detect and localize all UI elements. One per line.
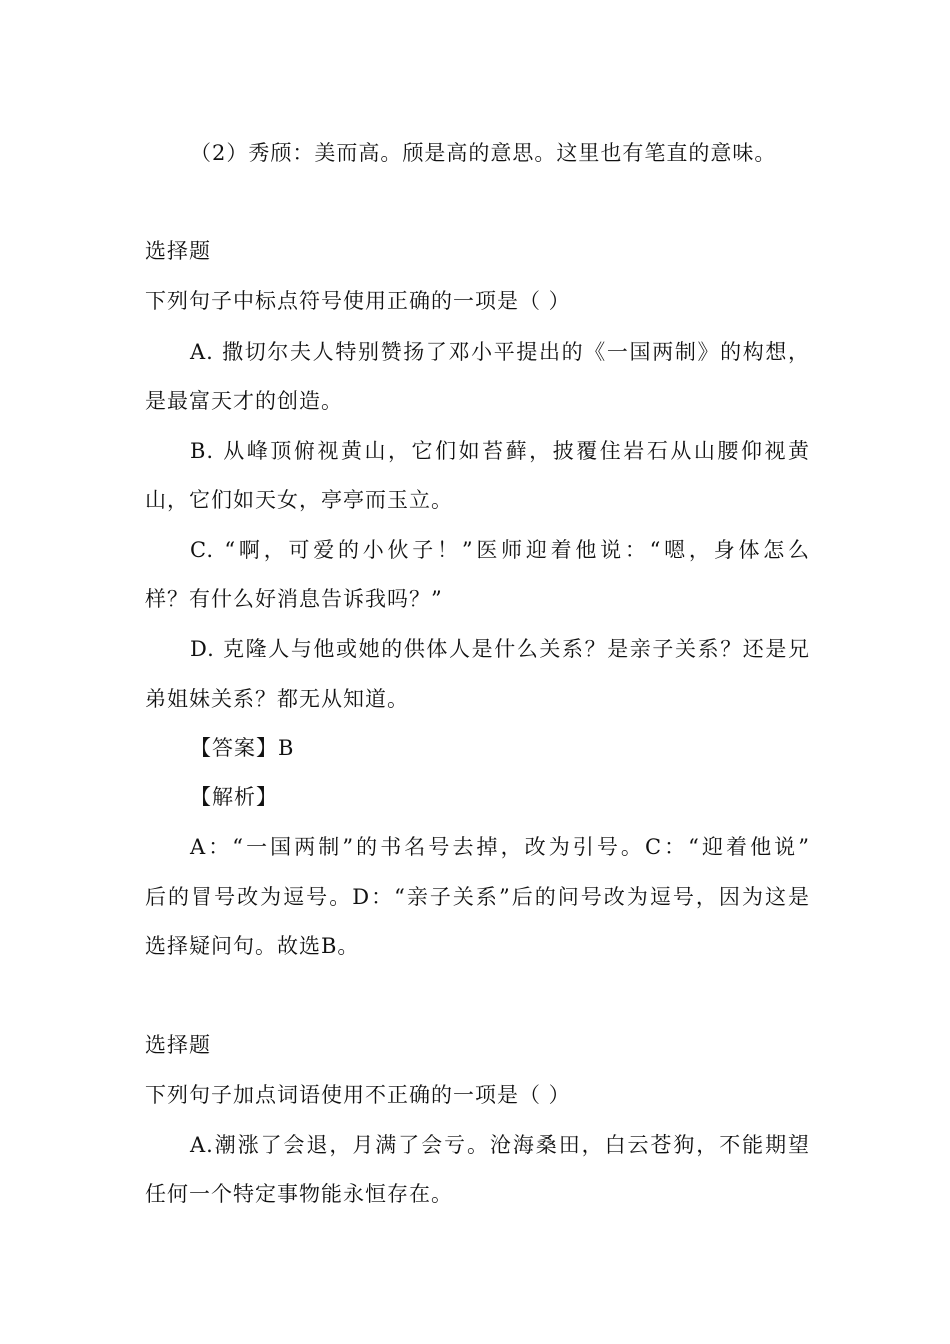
analysis-line-1: A：“一国两制”的书名号去掉，改为引号。C：“迎着他说”: [190, 835, 810, 859]
question-stem: 下列句子中标点符号使用正确的一项是（ ）: [145, 289, 571, 313]
option-b-line-2: 山，它们如天女，亭亭而玉立。: [145, 488, 453, 512]
option-c-line-2: 样？有什么好消息告诉我吗？”: [145, 587, 443, 611]
option-a-line-1: A. 撒切尔夫人特别赞扬了邓小平提出的《一国两制》的构想，: [190, 340, 810, 364]
question-stem-2: 下列句子加点词语使用不正确的一项是（ ）: [145, 1083, 571, 1107]
q2-option-a-line-1: A.潮涨了会退，月满了会亏。沧海桑田，白云苍狗，不能期望: [190, 1133, 810, 1157]
q2-option-a-line-2: 任何一个特定事物能永恒存在。: [145, 1182, 453, 1206]
option-c-line-1: C. “啊，可爱的小伙子！”医师迎着他说：“嗯，身体怎么: [190, 538, 810, 562]
answer-label: 【答案】B: [190, 736, 295, 760]
option-d-line-2: 弟姐妹关系？都无从知道。: [145, 687, 409, 711]
question-type-label: 选择题: [145, 239, 211, 263]
question-type-label-2: 选择题: [145, 1033, 211, 1057]
option-d-line-1: D. 克隆人与他或她的供体人是什么关系？是亲子关系？还是兄: [190, 637, 810, 661]
analysis-line-3: 选择疑问句。故选B。: [145, 934, 360, 958]
note-paragraph: （2）秀颀：美而高。颀是高的意思。这里也有笔直的意味。: [190, 141, 777, 165]
option-b-line-1: B. 从峰顶俯视黄山，它们如苔藓，披覆住岩石从山腰仰视黄: [190, 439, 810, 463]
option-a-line-2: 是最富天才的创造。: [145, 389, 343, 413]
analysis-label: 【解析】: [190, 785, 278, 809]
analysis-line-2: 后的冒号改为逗号。D：“亲子关系”后的问号改为逗号，因为这是: [145, 885, 810, 909]
